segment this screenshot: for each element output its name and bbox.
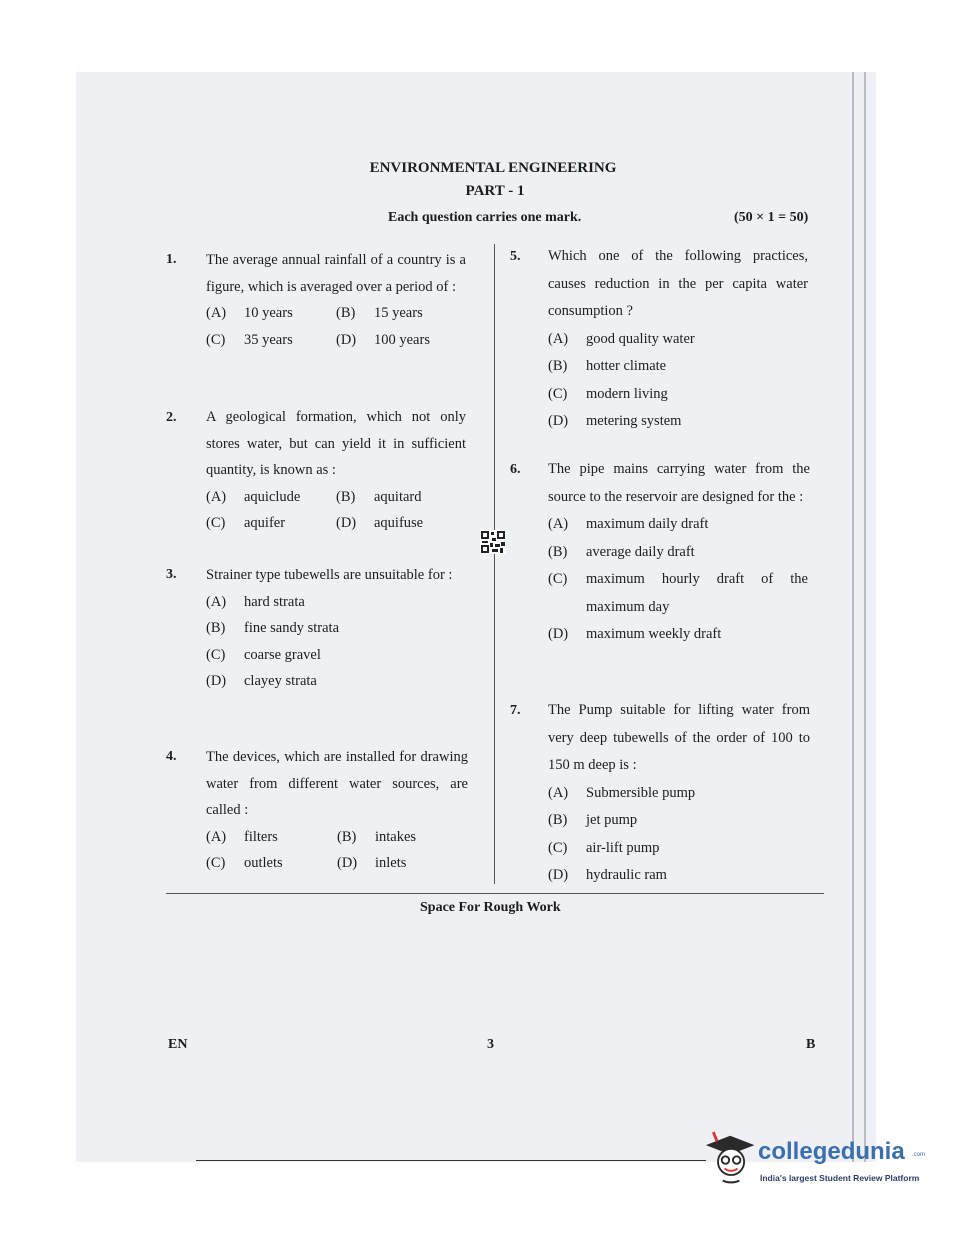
question-number: 7. bbox=[510, 703, 521, 718]
option-text: jet pump bbox=[586, 812, 638, 828]
part-title: PART - 1 bbox=[465, 183, 525, 199]
question-number: 3. bbox=[166, 567, 177, 582]
option-label: (A) bbox=[206, 305, 227, 321]
option-text: hydraulic ram bbox=[586, 867, 667, 883]
qr-code-icon bbox=[480, 530, 506, 554]
option-label: (D) bbox=[548, 413, 569, 429]
option-text: 15 years bbox=[374, 305, 423, 321]
question-text: The devices, which are installed for drawing water from different water sources, are called : bbox=[206, 749, 468, 818]
option-label: (B) bbox=[548, 358, 568, 374]
option-label: (B) bbox=[336, 305, 356, 321]
question-5 bbox=[548, 243, 808, 436]
option-label: (C) bbox=[206, 855, 226, 871]
option-label: (A) bbox=[548, 784, 569, 801]
option-text: maximum hourly draft of the maximum day bbox=[586, 571, 808, 615]
page-number: 3 bbox=[487, 1037, 494, 1052]
column-divider bbox=[494, 244, 495, 884]
question-4 bbox=[206, 744, 468, 877]
option-text: aquitard bbox=[374, 488, 422, 505]
rough-work-label: Space For Rough Work bbox=[420, 900, 561, 915]
question-number: 4. bbox=[166, 749, 177, 764]
option-text: intakes bbox=[375, 828, 417, 845]
question-text: The pipe mains carrying water from the source to the reservoir are designed for the : bbox=[548, 461, 810, 505]
option-text: hard strata bbox=[244, 593, 305, 610]
option-label: (D) bbox=[336, 331, 357, 348]
option-text: maximum daily draft bbox=[586, 516, 709, 532]
option-label: (A) bbox=[206, 593, 227, 610]
rough-work-divider bbox=[166, 893, 824, 894]
question-text: The average annual rainfall of a country is a figure, which is averaged over a period of : bbox=[206, 252, 466, 295]
option-label: (C) bbox=[206, 331, 226, 348]
option-text: aquiclude bbox=[244, 488, 301, 505]
option-label: (A) bbox=[548, 330, 569, 347]
question-number: 6. bbox=[510, 462, 521, 477]
option-label: (D) bbox=[336, 515, 357, 531]
question-2 bbox=[206, 404, 466, 537]
option-text: metering system bbox=[586, 413, 682, 429]
option-text: clayey strata bbox=[244, 673, 317, 689]
question-7 bbox=[548, 697, 810, 890]
option-text: Submersible pump bbox=[586, 784, 696, 801]
option-label: (A) bbox=[206, 488, 227, 505]
option-text: good quality water bbox=[586, 330, 695, 347]
option-text: inlets bbox=[375, 855, 407, 871]
question-text: The Pump suitable for lifting water from very deep tubewells of the order of 100 to 150 m deep is : bbox=[548, 702, 810, 773]
option-label: (B) bbox=[548, 543, 568, 560]
option-label: (B) bbox=[337, 828, 357, 845]
option-text: average daily draft bbox=[586, 543, 695, 560]
question-number: 5. bbox=[510, 249, 521, 264]
option-text: 35 years bbox=[244, 331, 293, 348]
option-text: coarse gravel bbox=[244, 646, 321, 663]
instruction: Each question carries one mark. bbox=[388, 210, 582, 225]
option-text: aquifuse bbox=[374, 515, 424, 531]
subject-title: ENVIRONMENTAL ENGINEERING bbox=[369, 160, 617, 176]
brand-suffix: .com bbox=[912, 1152, 926, 1158]
option-text: hotter climate bbox=[586, 358, 667, 374]
option-label: (B) bbox=[548, 812, 568, 828]
option-label: (C) bbox=[206, 515, 226, 531]
option-label: (B) bbox=[206, 620, 226, 636]
option-label: (C) bbox=[206, 646, 226, 663]
option-label: (D) bbox=[206, 673, 227, 689]
option-text: 10 years bbox=[244, 305, 293, 321]
graduate-mascot-icon bbox=[704, 1128, 760, 1194]
question-text: A geological formation, which not only stores water, but can yield it in sufficient quantity, is known as : bbox=[206, 409, 466, 478]
footer-code: EN bbox=[168, 1037, 188, 1052]
option-label: (C) bbox=[548, 839, 568, 856]
option-label: (A) bbox=[206, 828, 227, 845]
option-label: (D) bbox=[548, 626, 569, 642]
option-label: (D) bbox=[548, 867, 569, 883]
option-label: (A) bbox=[548, 516, 569, 532]
option-text: filters bbox=[244, 828, 278, 845]
marks-scheme: (50 × 1 = 50) bbox=[734, 210, 809, 225]
brand-tagline: India's largest Student Review Platform bbox=[760, 1173, 920, 1183]
page-edge-line bbox=[852, 72, 854, 1162]
question-number: 2. bbox=[166, 410, 177, 425]
question-6 bbox=[548, 456, 810, 649]
booklet-series: B bbox=[806, 1037, 816, 1052]
option-text: fine sandy strata bbox=[244, 620, 340, 636]
option-label: (C) bbox=[548, 571, 568, 587]
option-label: (B) bbox=[336, 488, 356, 505]
option-text: modern living bbox=[586, 385, 668, 402]
option-text: outlets bbox=[244, 855, 283, 871]
option-text: maximum weekly draft bbox=[586, 626, 722, 642]
option-text: aquifer bbox=[244, 515, 286, 531]
question-text: Which one of the following practices, causes reduction in the per capita water consumption ? bbox=[548, 248, 808, 319]
option-label: (D) bbox=[337, 855, 358, 871]
question-3 bbox=[206, 562, 468, 695]
option-text: air-lift pump bbox=[586, 839, 660, 856]
bottom-rule bbox=[196, 1160, 706, 1161]
option-text: 100 years bbox=[374, 331, 430, 348]
question-number: 1. bbox=[166, 252, 177, 267]
question-text: Strainer type tubewells are unsuitable for : bbox=[206, 567, 453, 583]
question-1 bbox=[206, 247, 466, 353]
page-edge-line bbox=[864, 72, 866, 1162]
brand-name: collegedunia bbox=[758, 1138, 905, 1165]
option-label: (C) bbox=[548, 385, 568, 402]
